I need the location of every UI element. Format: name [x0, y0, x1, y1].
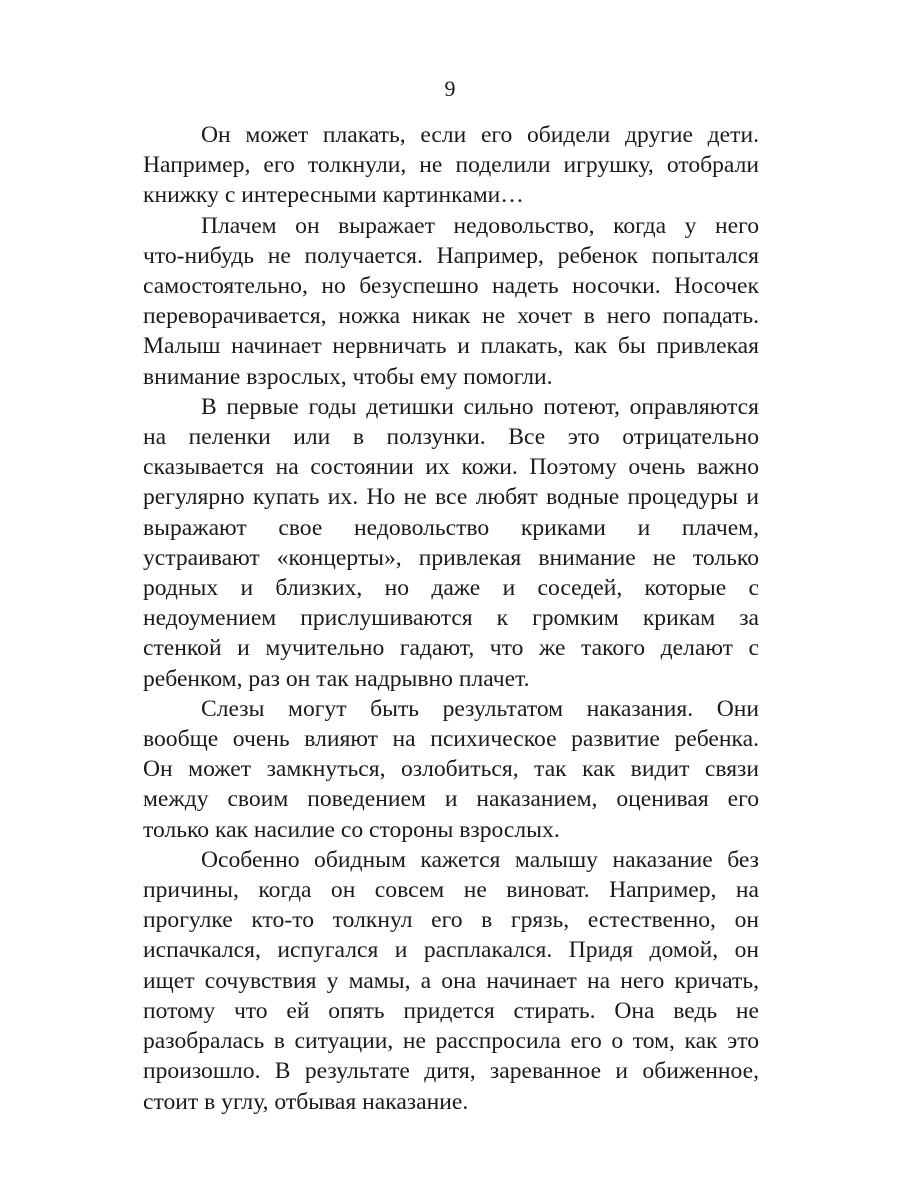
text-line: внимание взрослых, чтобы ему помогли.	[143, 363, 553, 390]
text-line: Особенно обидным кажется малышу наказание без	[201, 846, 759, 873]
text-line: потому что ей опять придется стирать. Она ведь не	[143, 997, 759, 1024]
text-line: только как насилие со стороны взрослых.	[143, 816, 560, 843]
text-line: Плачем он выражает недовольство, когда у него	[201, 212, 759, 239]
text-line: Слезы могут быть результатом наказания. Они	[201, 695, 759, 722]
text-line: книжку с интересными картинками…	[143, 182, 524, 209]
text-body	[143, 120, 759, 1117]
text-line: выражают свое недовольство криками и плачем,	[143, 514, 759, 541]
paragraph-1	[143, 120, 759, 211]
page-number: 9	[444, 76, 456, 101]
text-line: переворачивается, ножка никак не хочет в него попадать.	[143, 303, 759, 330]
text-line: ребенком, раз он так надрывно плачет.	[143, 665, 530, 692]
text-line: устраивают «концерты», привлекая внимание не только	[143, 544, 759, 571]
text-line: на пеленки или в ползунки. Все это отрицательно	[143, 424, 759, 451]
text-line: самостоятельно, но безуспешно надеть носочки. Носочек	[143, 273, 759, 300]
text-line: стоит в углу, отбывая наказание.	[143, 1088, 469, 1115]
text-line: Малыш начинает нервничать и плакать, как бы привлекая	[143, 333, 759, 360]
text-line: регулярно купать их. Но не все любят водные процедуры и	[143, 484, 759, 511]
paragraph-3	[143, 392, 759, 694]
text-line: Например, его толкнули, не поделили игрушку, отобрали	[143, 152, 759, 179]
text-line: что-нибудь не получается. Например, ребенок попытался	[143, 242, 759, 269]
text-line: сказывается на состоянии их кожи. Поэтому очень важно	[143, 454, 759, 481]
text-line: В первые годы детишки сильно потеют, оправляются	[201, 393, 759, 420]
text-line: вообще очень влияют на психическое развитие ребенка.	[143, 726, 759, 753]
text-line: испачкался, испугался и расплакался. Придя домой, он	[143, 937, 759, 964]
paragraph-2	[143, 211, 759, 392]
text-line: Он может замкнуться, озлобиться, так как видит связи	[143, 756, 759, 783]
text-line: недоумением прислушиваются к громким крикам за	[143, 605, 759, 632]
text-line: стенкой и мучительно гадают, что же такого делают с	[143, 635, 759, 662]
text-line: произошло. В результате дитя, зареванное и обиженное,	[143, 1058, 759, 1085]
text-line: причины, когда он совсем не виноват. Например, на	[143, 877, 759, 904]
text-line: ищет сочувствия у мамы, а она начинает на него кричать,	[143, 967, 759, 994]
text-line: родных и близких, но даже и соседей, которые с	[143, 575, 759, 602]
paragraph-4	[143, 694, 759, 845]
text-line: разобралась в ситуации, не расспросила его о том, как это	[143, 1028, 759, 1055]
paragraph-5	[143, 845, 759, 1117]
text-line: прогулке кто-то толкнул его в грязь, естественно, он	[143, 907, 759, 934]
text-line: между своим поведением и наказанием, оценивая его	[143, 786, 759, 813]
text-line: Он может плакать, если его обидели другие дети.	[201, 122, 759, 148]
